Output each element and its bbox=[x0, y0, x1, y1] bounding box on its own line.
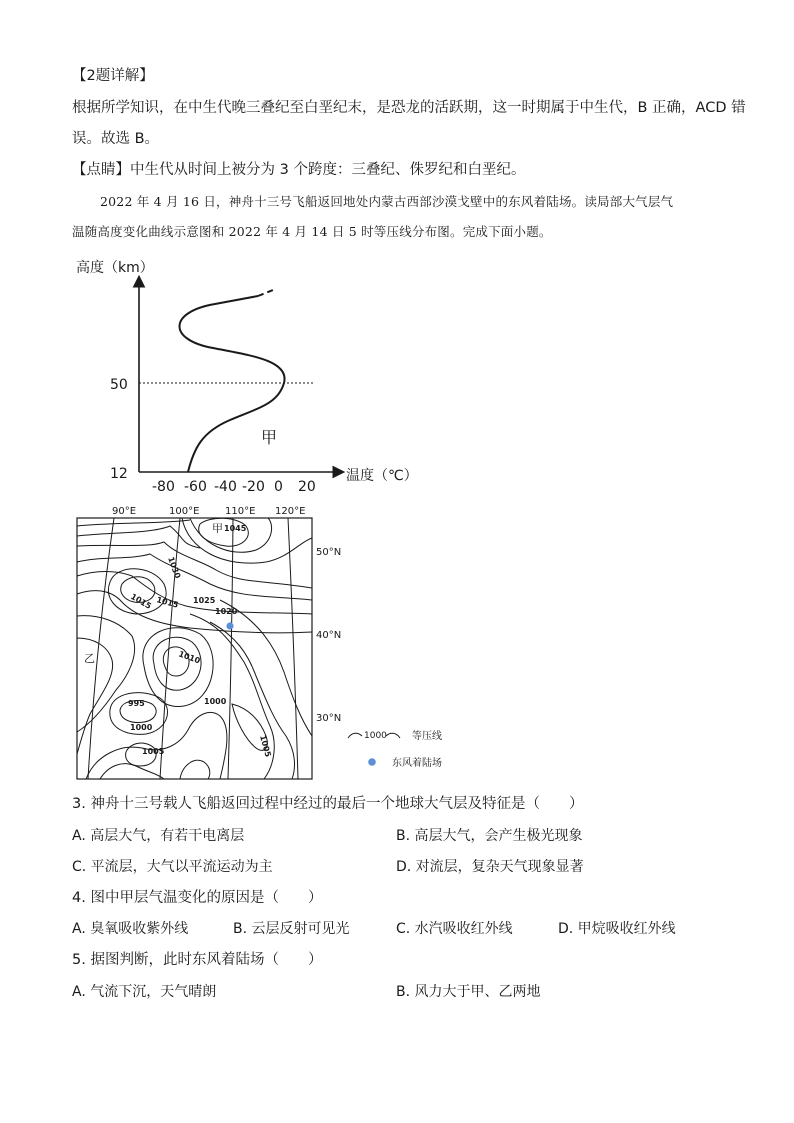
analysis-tip: 【点睛】中生代从时间上被分为 3 个跨度：三叠纪、侏罗纪和白垩纪。 bbox=[72, 162, 526, 178]
temperature-height-chart bbox=[70, 252, 430, 497]
analysis-text-line-2: 误。故选 B。 bbox=[72, 131, 160, 147]
layer-label-jia: 甲 bbox=[261, 428, 278, 447]
isobar-label: 1045 bbox=[224, 524, 247, 533]
isobar-label: 1025 bbox=[193, 596, 216, 605]
lat-label: 40°N bbox=[316, 630, 342, 641]
isobar-label: 1015 bbox=[155, 595, 180, 610]
y-tick-50: 50 bbox=[110, 377, 128, 393]
isobar-label: 1005 bbox=[142, 747, 165, 756]
map-legend bbox=[348, 729, 442, 769]
legend-site-marker bbox=[368, 758, 376, 766]
y-tick-12: 12 bbox=[110, 466, 128, 482]
legend-isobar-value: 1000 bbox=[364, 731, 387, 741]
y-axis-label: 高度（km） bbox=[76, 260, 154, 276]
question-5-option-a[interactable]: A. 气流下沉，天气晴朗 bbox=[72, 984, 217, 1000]
lon-label: 90°E bbox=[112, 506, 137, 517]
isobar-label: 1005 bbox=[258, 734, 273, 759]
question-3-stem: 3. 神舟十三号载人飞船返回过程中经过的最后一个地球大气层及特征是（ ） bbox=[72, 796, 584, 812]
question-5-option-b[interactable]: B. 风力大于甲、乙两地 bbox=[396, 984, 541, 1000]
isobar-label: 1000 bbox=[204, 697, 227, 706]
question-3-option-b[interactable]: B. 高层大气，会产生极光现象 bbox=[396, 828, 583, 844]
x-tick-label: 0 bbox=[274, 479, 283, 495]
question-3-option-d[interactable]: D. 对流层，复杂天气现象显著 bbox=[396, 859, 584, 875]
intro-line-1: 2022 年 4 月 16 日，神舟十三号飞船返回地处内蒙古西部沙漠戈壁中的东风着陆场。读局部大气层气 bbox=[100, 194, 674, 209]
analysis-heading: 【2题详解】 bbox=[72, 68, 154, 84]
x-axis-label: 温度（℃） bbox=[346, 468, 418, 484]
question-4-stem: 4. 图中甲层气温变化的原因是（ ） bbox=[72, 890, 323, 906]
question-3-option-c[interactable]: C. 平流层，大气以平流运动为主 bbox=[72, 859, 273, 875]
temperature-curve-extension bbox=[258, 290, 273, 296]
isobar-label: 1020 bbox=[215, 607, 238, 616]
x-tick-label: 20 bbox=[298, 479, 316, 495]
dongfeng-landing-site-marker bbox=[226, 622, 233, 629]
isobar-label: 1030 bbox=[166, 555, 183, 580]
isobar-label: 995 bbox=[128, 699, 145, 708]
x-tick-label: -60 bbox=[184, 479, 207, 495]
map-frame bbox=[77, 518, 312, 779]
place-label-yi: 乙 bbox=[84, 652, 95, 665]
legend-site-text: 东风着陆场 bbox=[392, 758, 442, 769]
question-4-option-b[interactable]: B. 云层反射可见光 bbox=[233, 921, 350, 937]
lon-label: 110°E bbox=[225, 506, 256, 517]
intro-line-2: 温随高度变化曲线示意图和 2022 年 4 月 14 日 5 时等压线分布图。完成下面小题。 bbox=[72, 224, 552, 239]
x-tick-label: -80 bbox=[152, 479, 175, 495]
x-tick-label: -40 bbox=[214, 479, 237, 495]
place-label-jia: 甲 bbox=[212, 522, 223, 535]
isobar-label: 1010 bbox=[177, 649, 202, 666]
question-3-option-a[interactable]: A. 高层大气，有若干电离层 bbox=[72, 828, 245, 844]
isobar-label: 1000 bbox=[130, 723, 153, 732]
lat-label: 30°N bbox=[316, 713, 342, 724]
x-tick-label: -20 bbox=[242, 479, 265, 495]
isobar-map bbox=[60, 504, 460, 784]
question-4-option-d[interactable]: D. 甲烷吸收红外线 bbox=[558, 921, 676, 937]
question-4-option-c[interactable]: C. 水汽吸收红外线 bbox=[396, 921, 513, 937]
lon-label: 120°E bbox=[275, 506, 306, 517]
lat-label: 50°N bbox=[316, 547, 342, 558]
lon-label: 100°E bbox=[169, 506, 200, 517]
question-5-stem: 5. 据图判断，此时东风着陆场（ ） bbox=[72, 952, 323, 968]
analysis-text-line-1: 根据所学知识，在中生代晚三叠纪至白垩纪末，是恐龙的活跃期，这一时期属于中生代，B 正确，ACD 错 bbox=[72, 100, 746, 116]
legend-isobar-text: 等压线 bbox=[412, 731, 442, 742]
question-4-option-a[interactable]: A. 臭氧吸收紫外线 bbox=[72, 921, 189, 937]
isobar-label: 1015 bbox=[129, 591, 153, 611]
